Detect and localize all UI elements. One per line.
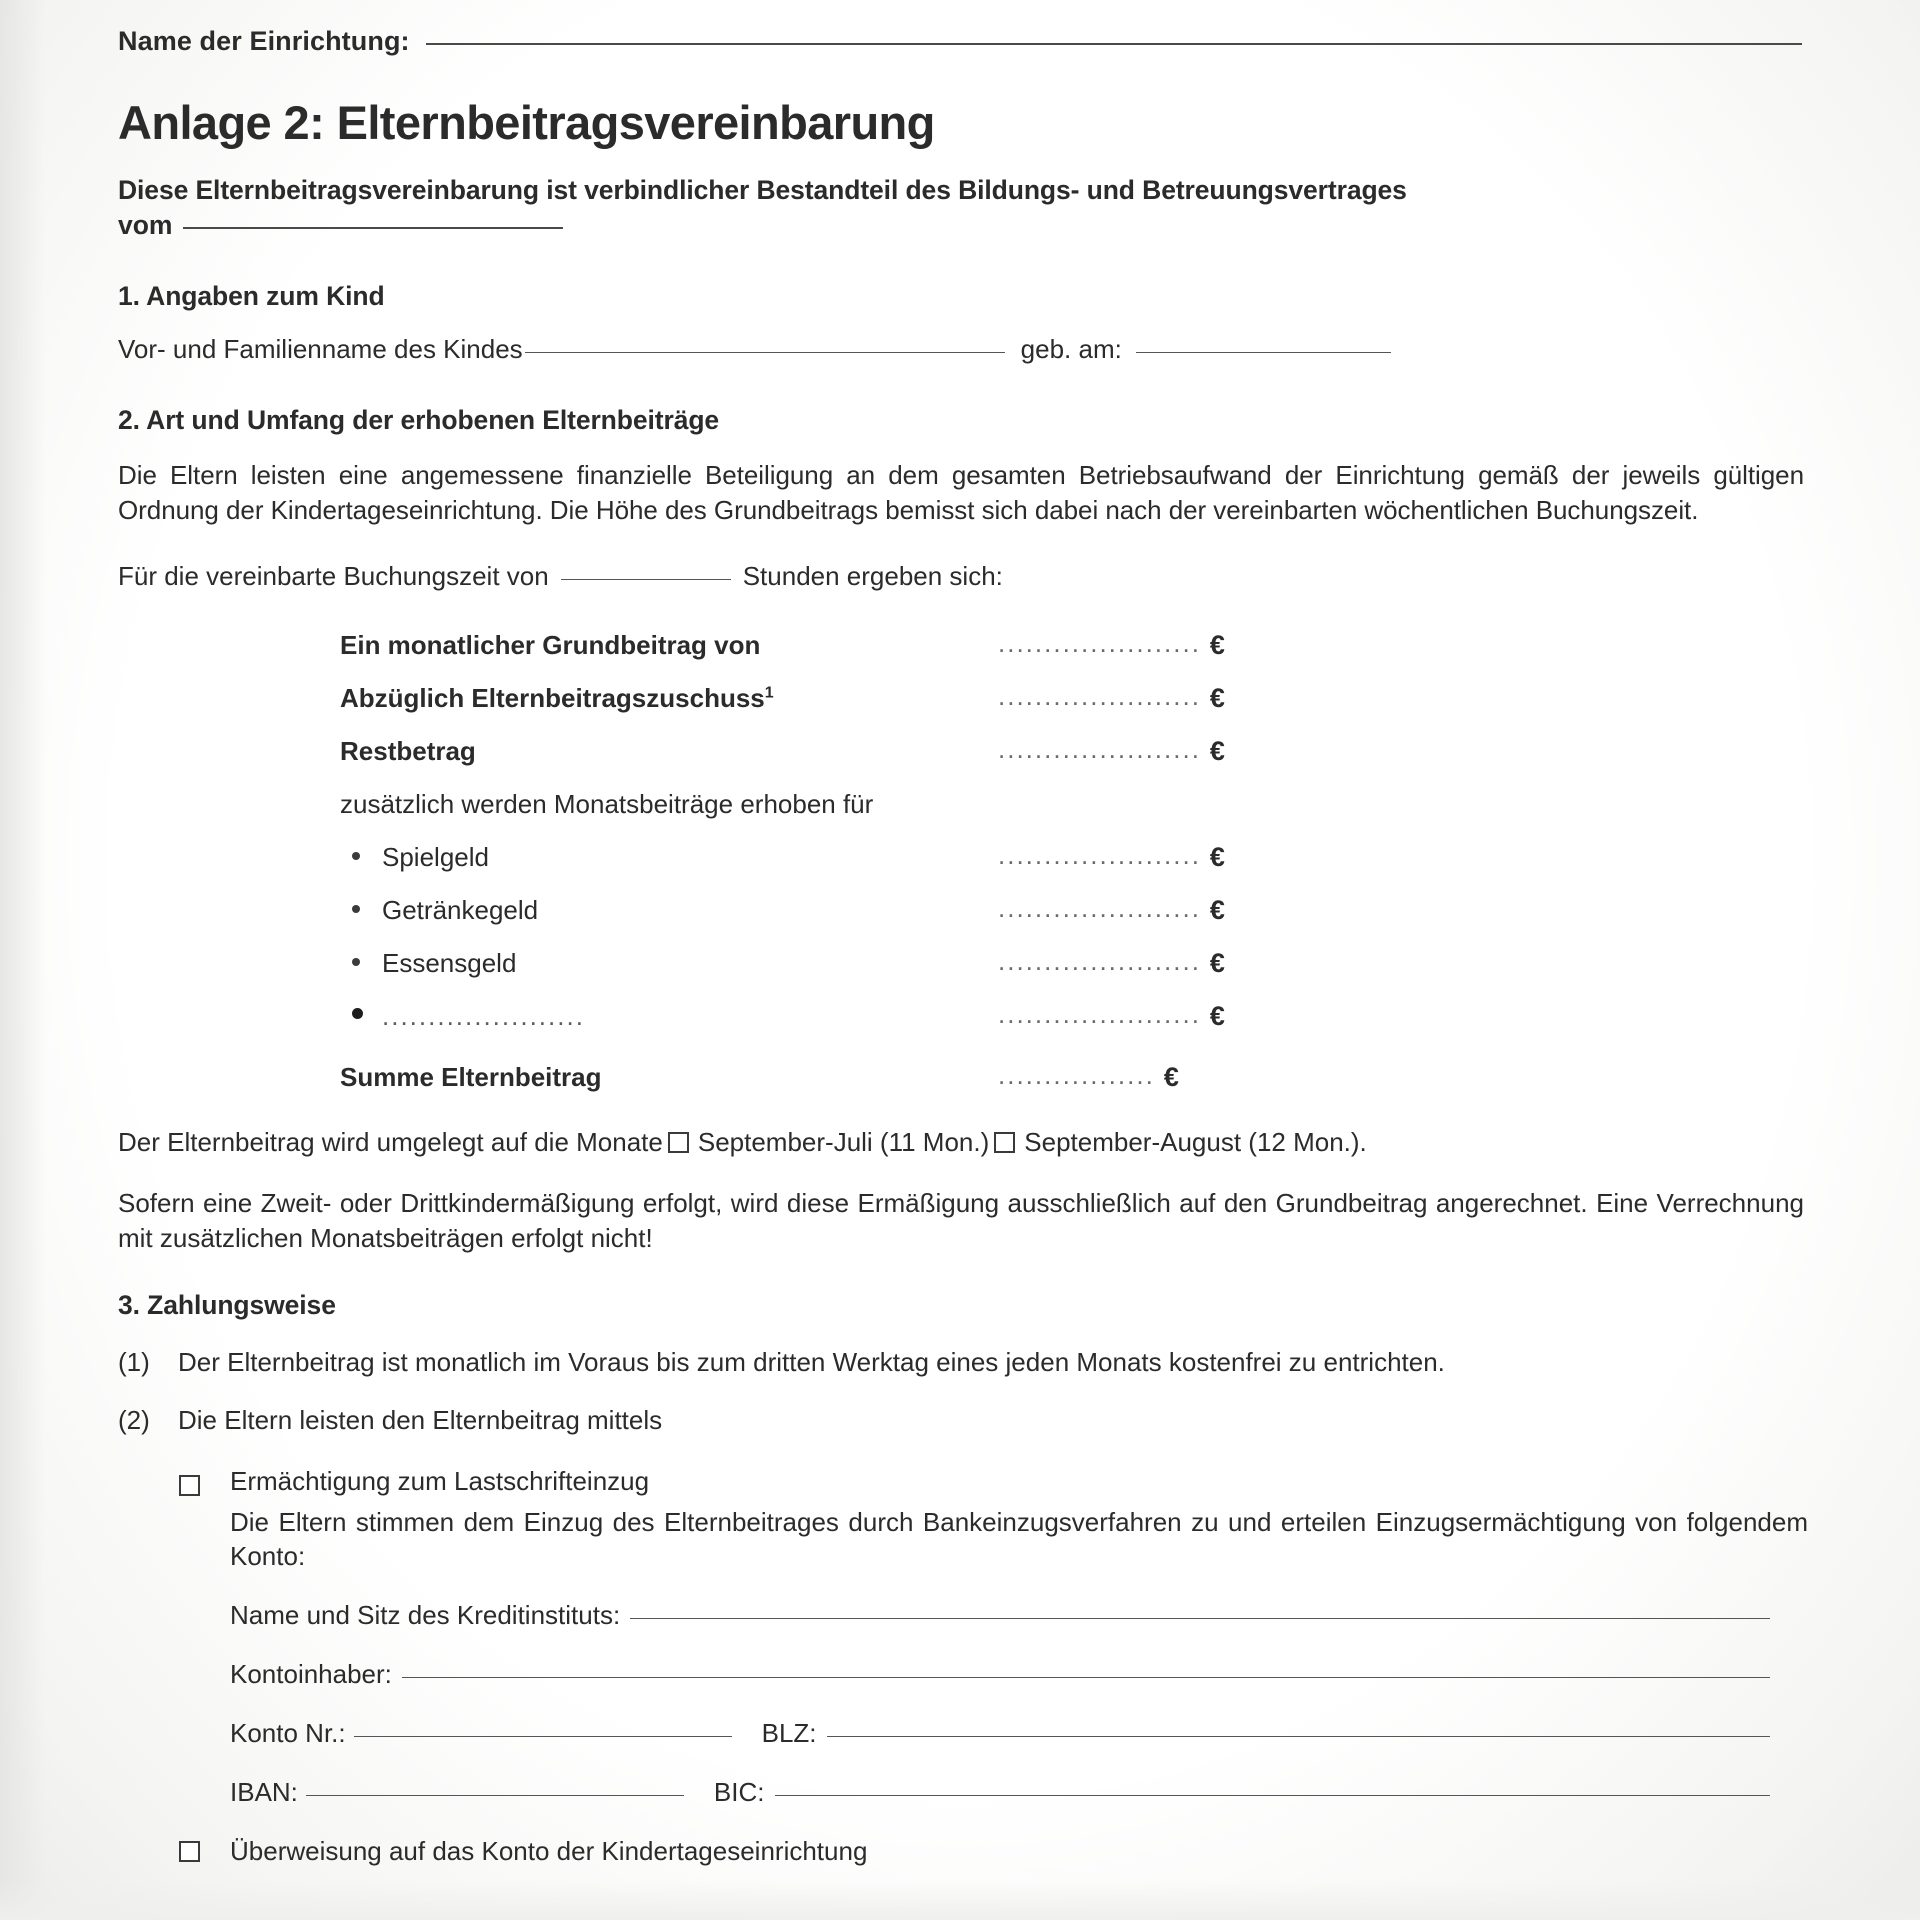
fee-row-total [340, 1062, 1842, 1093]
fee-amount-getraenkegeld[interactable] [998, 895, 1225, 926]
euro-symbol: € [1209, 630, 1225, 661]
account-holder-label: Kontoinhaber: [230, 1658, 392, 1689]
fee-dots: ...................... [998, 946, 1201, 977]
iban-label: IBAN: [230, 1776, 298, 1807]
fee-label-spielgeld: Spielgeld [340, 842, 998, 873]
fee-amount-restbetrag[interactable] [998, 736, 1225, 767]
checkbox-col [174, 1464, 230, 1574]
direct-debit-body [230, 1464, 1842, 1574]
fee-row [340, 736, 1842, 767]
fee-dots: ...................... [998, 893, 1201, 924]
payment-item-2-number: (2) [118, 1405, 150, 1436]
checkbox-col [174, 1836, 230, 1867]
fee-amount-spielgeld[interactable] [998, 842, 1225, 873]
bullet-marker [340, 948, 382, 979]
fee-row-bullet [340, 842, 1842, 873]
fee-label-essensgeld: Essensgeld [340, 948, 998, 979]
fee-amount-grundbeitrag[interactable] [998, 630, 1225, 661]
section-3-heading: 3. Zahlungsweise [118, 1289, 336, 1320]
fee-label-summe: Summe Elternbeitrag [340, 1062, 602, 1093]
iban-input-rule[interactable] [306, 1795, 684, 1796]
fee-row-bullet-blank [340, 1001, 1842, 1032]
euro-symbol: € [1209, 1001, 1225, 1032]
euro-symbol: € [1209, 683, 1225, 714]
facility-name-input-rule[interactable] [426, 43, 1802, 45]
scan-edge-bottom [0, 1880, 1920, 1920]
fee-label-restbetrag: Restbetrag [340, 736, 476, 767]
months-option-1-label: September-Juli (11 Mon.) [697, 1127, 990, 1158]
fee-row [340, 630, 1842, 661]
bullet-marker [340, 895, 382, 926]
fee-amount-zuschuss[interactable] [998, 683, 1225, 714]
payment-item-1-text: Der Elternbeitrag ist monatlich im Voraus bis zum dritten Werktag eines jeden Monats kostenfrei zu entrichten. [178, 1346, 1445, 1377]
bic-label: BIC: [713, 1776, 765, 1807]
payment-option-direct-debit [174, 1464, 1842, 1574]
bank-institute-input-rule[interactable] [630, 1618, 1770, 1619]
euro-symbol: € [1209, 895, 1225, 926]
checkbox-september-august[interactable] [994, 1132, 1015, 1153]
contract-date-label: vom [118, 210, 173, 241]
fee-amount-summe[interactable] [998, 1062, 1179, 1093]
section-2-heading: 2. Art und Umfang der erhobenen Elternbeiträge [118, 405, 720, 436]
euro-symbol: € [1209, 842, 1225, 873]
booking-hours-input-rule[interactable] [561, 579, 731, 580]
contract-date-row [118, 210, 1842, 241]
payment-item-1 [118, 1345, 1842, 1380]
months-option-2-label: September-August (12 Mon.). [1024, 1127, 1367, 1158]
fee-dots: ...................... [998, 840, 1201, 871]
fee-label-blank[interactable]: ...................... [340, 1001, 998, 1032]
payment-item-2 [118, 1403, 1842, 1438]
fee-amount-essensgeld[interactable] [998, 948, 1225, 979]
payment-item-2-text: Die Eltern leisten den Elternbeitrag mittels [178, 1405, 663, 1436]
fee-label-getraenkegeld: Getränkegeld [340, 895, 998, 926]
section-2-paragraph: Die Eltern leisten eine angemessene finanzielle Beteiligung an dem gesamten Betriebsaufwand der Einrichtung gemäß der jeweils gültigen Ordnung der Kindertageseinrichtung. Die Höhe des Grundbeitrags bemisst sich dabei nach der vereinbarten wöchentlichen Buchungszeit. [118, 460, 1804, 525]
facility-name-row [118, 26, 1842, 57]
scan-edge-left [0, 0, 46, 1920]
child-name-input-rule[interactable] [525, 352, 1005, 353]
blz-label: BLZ: [761, 1717, 817, 1748]
account-holder-row [230, 1659, 1842, 1690]
account-number-row [230, 1718, 1842, 1749]
euro-symbol: € [1209, 948, 1225, 979]
transfer-option-label: Überweisung auf das Konto der Kindertageseinrichtung [230, 1835, 868, 1866]
iban-row [230, 1777, 1842, 1808]
checkbox-ueberweisung[interactable] [179, 1841, 200, 1862]
child-birthdate-input-rule[interactable] [1136, 352, 1391, 353]
booking-time-prefix: Für die vereinbarte Buchungszeit von [118, 561, 549, 592]
page-title: Anlage 2: Elternbeitragsvereinbarung [118, 96, 935, 149]
blz-input-rule[interactable] [827, 1736, 1770, 1737]
fee-dots: ...................... [998, 999, 1201, 1030]
additional-fees-intro: zusätzlich werden Monatsbeiträge erhoben für [340, 789, 874, 820]
fee-dots: ...................... [998, 681, 1201, 712]
footnote-marker: 1 [764, 684, 774, 702]
account-number-label: Konto Nr.: [230, 1717, 346, 1748]
child-birthdate-label: geb. am: [1020, 334, 1122, 365]
payment-option-transfer [174, 1836, 1842, 1867]
account-holder-input-rule[interactable] [402, 1677, 1770, 1678]
fee-dots: ...................... [998, 734, 1201, 765]
direct-debit-title: Ermächtigung zum Lastschrifteinzug [230, 1466, 650, 1496]
direct-debit-description: Die Eltern stimmen dem Einzug des Elternbeitrages durch Bankeinzugsverfahren zu und erteilen Einzugsermächtigung von folgendem Konto: [230, 1506, 1808, 1572]
intro-paragraph: Diese Elternbeitragsvereinbarung ist verbindlicher Bestandteil des Bildungs- und Betreuungsvertrages [118, 175, 1407, 205]
bank-institute-row [230, 1600, 1842, 1631]
bank-details-fields [230, 1600, 1842, 1808]
booking-time-row [118, 561, 1842, 592]
fee-amount-blank[interactable] [998, 1001, 1225, 1032]
months-prefix-label: Der Elternbeitrag wird umgelegt auf die Monate [118, 1127, 663, 1158]
checkbox-lastschrifteinzug[interactable] [179, 1475, 200, 1496]
fee-dots: ...................... [998, 628, 1201, 659]
section-1-heading: 1. Angaben zum Kind [118, 281, 385, 312]
additional-fees-intro-row [340, 789, 1842, 820]
bic-input-rule[interactable] [775, 1795, 1771, 1796]
fee-row-bullet [340, 895, 1842, 926]
payment-item-1-number: (1) [118, 1346, 150, 1377]
account-number-input-rule[interactable] [354, 1736, 732, 1737]
bullet-marker [340, 842, 382, 873]
fee-dots: ................. [998, 1060, 1155, 1091]
bullet-marker [340, 1001, 382, 1032]
child-name-label: Vor- und Familienname des Kindes [118, 334, 523, 365]
reduction-note: Sofern eine Zweit- oder Drittkindermäßigung erfolgt, wird diese Ermäßigung ausschließlich auf den Grundbeitrag angerechnet. Eine Verrechnung mit zusätzlichen Monatsbeiträgen erfolgt nicht! [118, 1188, 1804, 1254]
euro-symbol: € [1209, 736, 1225, 767]
fee-row-bullet [340, 948, 1842, 979]
checkbox-september-juli[interactable] [668, 1132, 689, 1153]
booking-time-suffix: Stunden ergeben sich: [742, 561, 1003, 592]
bank-institute-label: Name und Sitz des Kreditinstituts: [230, 1599, 621, 1630]
euro-symbol: € [1163, 1062, 1179, 1093]
fee-label-zuschuss: Abzüglich Elternbeitragszuschuss$^1$ [340, 683, 774, 714]
facility-name-label: Name der Einrichtung: [118, 26, 410, 56]
contract-date-input-rule[interactable] [183, 227, 563, 229]
fee-row [340, 683, 1842, 714]
child-info-row [118, 334, 1842, 365]
fee-label-grundbeitrag: Ein monatlicher Grundbeitrag von [340, 630, 761, 661]
months-distribution-row [118, 1127, 1842, 1158]
fee-table [340, 630, 1842, 1093]
